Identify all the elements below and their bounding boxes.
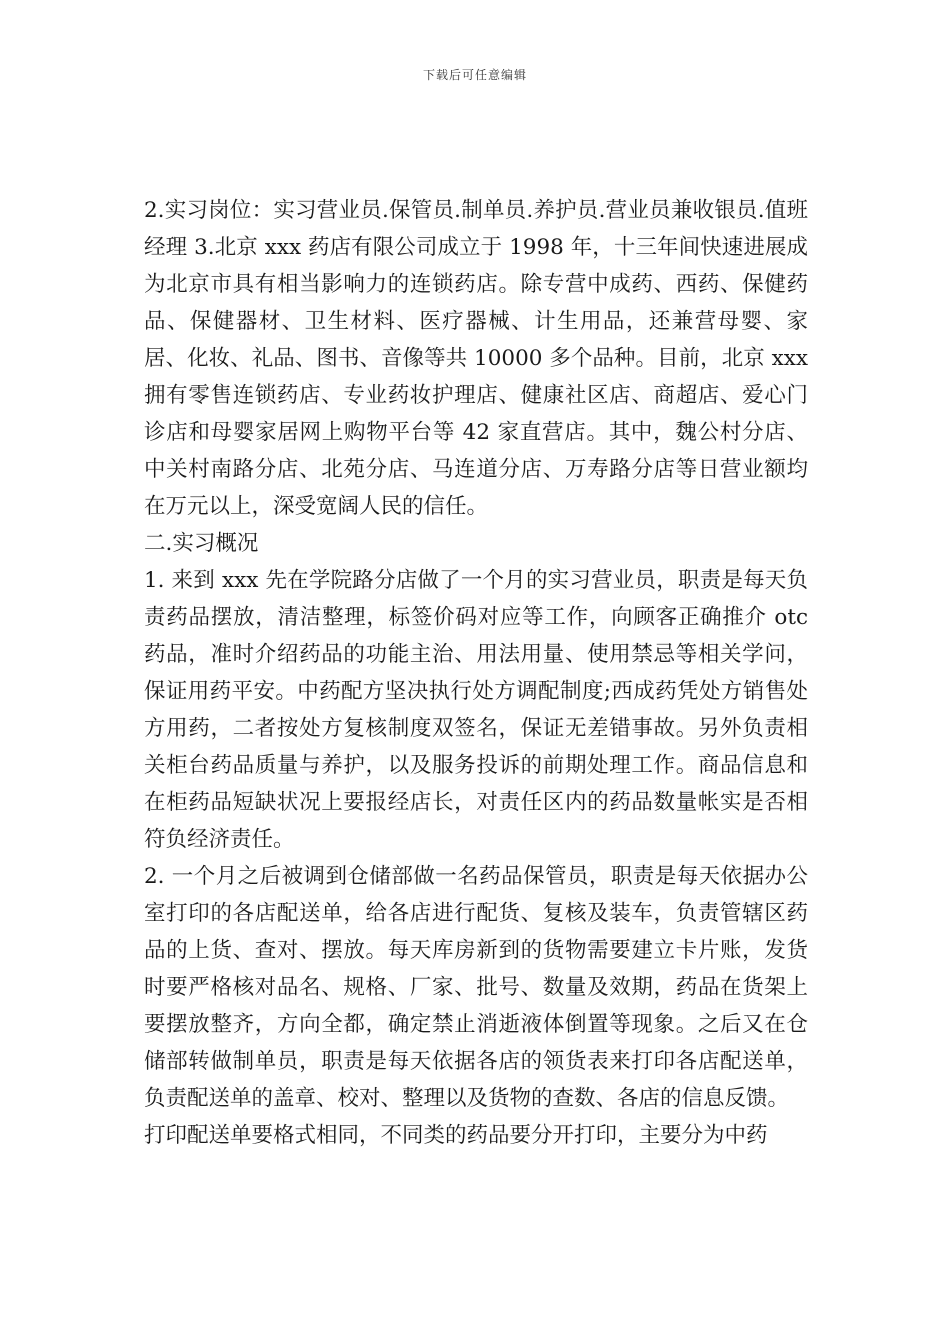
paragraph-sales-clerk: 1. 来到 xxx 先在学院路分店做了一个月的实习营业员，职责是每天负责药品摆放，清洁整理，标签价码对应等工作，向顾客正确推介 otc 药品，准时介绍药品的功能主治、用法用量、使用禁忌等相关学问，保证用药平安。中药配方坚决执行处方调配制度;西成药凭处方销售处方用药，二者按处方复核制度双签名，保证无差错事故。另外负责相关柜台药品质量与养护，以及服务投诉的前期处理工作。商品信息和在柜药品短缺状况上要报经店长，对责任区内的药品数量帐实是否相符负经济责任。 (144, 568, 808, 852)
document-body (144, 192, 808, 1154)
paragraph-storekeeper: 2. 一个月之后被调到仓储部做一名药品保管员，职责是每天依据办公室打印的各店配送单，给各店进行配货、复核及装车，负责管辖区药品的上货、查对、摆放。每天库房新到的货物需要建立卡片账，发货时要严格核对品名、规格、厂家、批号、数量及效期，药品在货架上要摆放整齐，方向全都，确定禁止消逝液体倒置等现象。之后又在仓储部转做制单员，职责是每天依据各店的领货表来打印各店配送单，负责配送单的盖章、校对、整理以及货物的查数、各店的信息反馈。 (144, 864, 808, 1111)
paragraph-printing-orders: 打印配送单要格式相同，不同类的药品要分开打印，主要分为中药 (144, 1123, 768, 1148)
page-header: 下载后可任意编辑 (422, 68, 527, 82)
paragraph-internship-positions: 2.实习岗位：实习营业员.保管员.制单员.养护员.营业员兼收银员.值班经理 3.北京 xxx 药店有限公司成立于 1998 年，十三年间快速进展成为北京市具有相当影响力的连锁药店。除专营中成药、西药、保健药品、保健器材、卫生材料、医疗器械、计生用品，还兼营母婴、家居、化妆、礼品、图书、音像等共 10000 多个品种。目前，北京 xxx 拥有零售连锁药店、专业药妆护理店、健康社区店、商超店、爱心门诊店和母婴家居网上购物平台等 42 家直营店。其中，魏公村分店、中关村南路分店、北苑分店、马连道分店、万寿路分店等日营业额均在万元以上，深受宽阔人民的信任。 (144, 198, 808, 519)
section-heading-internship-overview: 二.实习概况 (144, 531, 259, 556)
